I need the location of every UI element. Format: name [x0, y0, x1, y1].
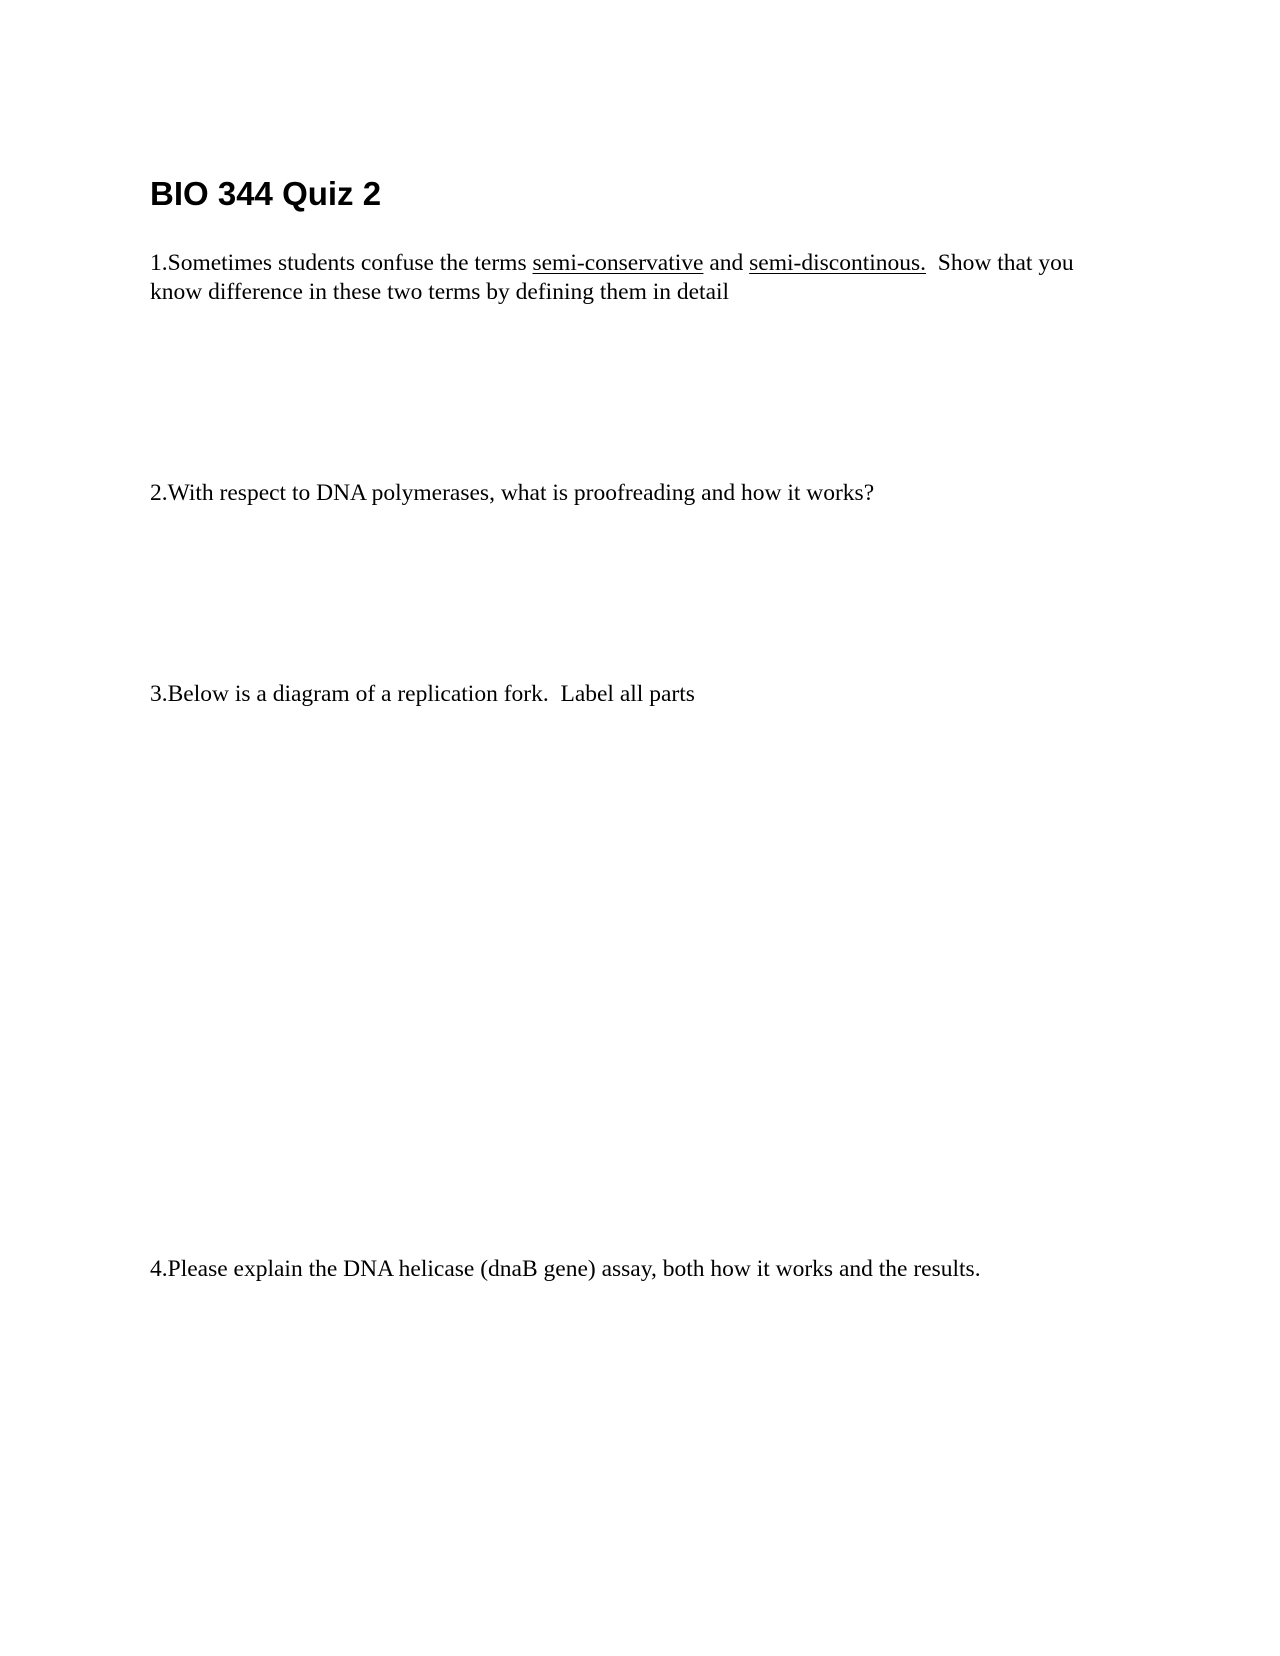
question-1 [150, 249, 1110, 307]
question-1-text-middle: and [703, 250, 750, 276]
answer-space-2 [150, 516, 1110, 666]
question-1-text-after: Show that you know difference in these two terms by defining them in detail [150, 250, 1080, 305]
answer-space-4 [150, 1292, 1110, 1632]
question-3-text: Below is a diagram of a replication fork. Label all parts [167, 681, 695, 707]
question-4-text: Please explain the DNA helicase (dnaB gene) assay, both how it works and the results. [167, 1256, 981, 1282]
question-2 [150, 479, 1110, 508]
question-4 [150, 1255, 1110, 1284]
page-title: BIO 344 Quiz 2 [150, 175, 382, 212]
question-3 [150, 680, 1110, 709]
question-1-text-before: Sometimes students confuse the terms [167, 250, 533, 276]
diagram-space [150, 716, 1110, 1236]
term-semi-conservative: semi-conservative [532, 250, 704, 276]
answer-space-1 [150, 316, 1110, 466]
question-2-number: 2. [150, 480, 168, 506]
question-4-number: 4. [150, 1256, 168, 1282]
question-2-text: With respect to DNA polymerases, what is proofreading and how it works? [167, 480, 875, 506]
question-3-number: 3. [150, 681, 168, 707]
term-semi-discontinous: semi-discontinous. [749, 250, 927, 276]
question-1-number: 1. [150, 250, 168, 276]
